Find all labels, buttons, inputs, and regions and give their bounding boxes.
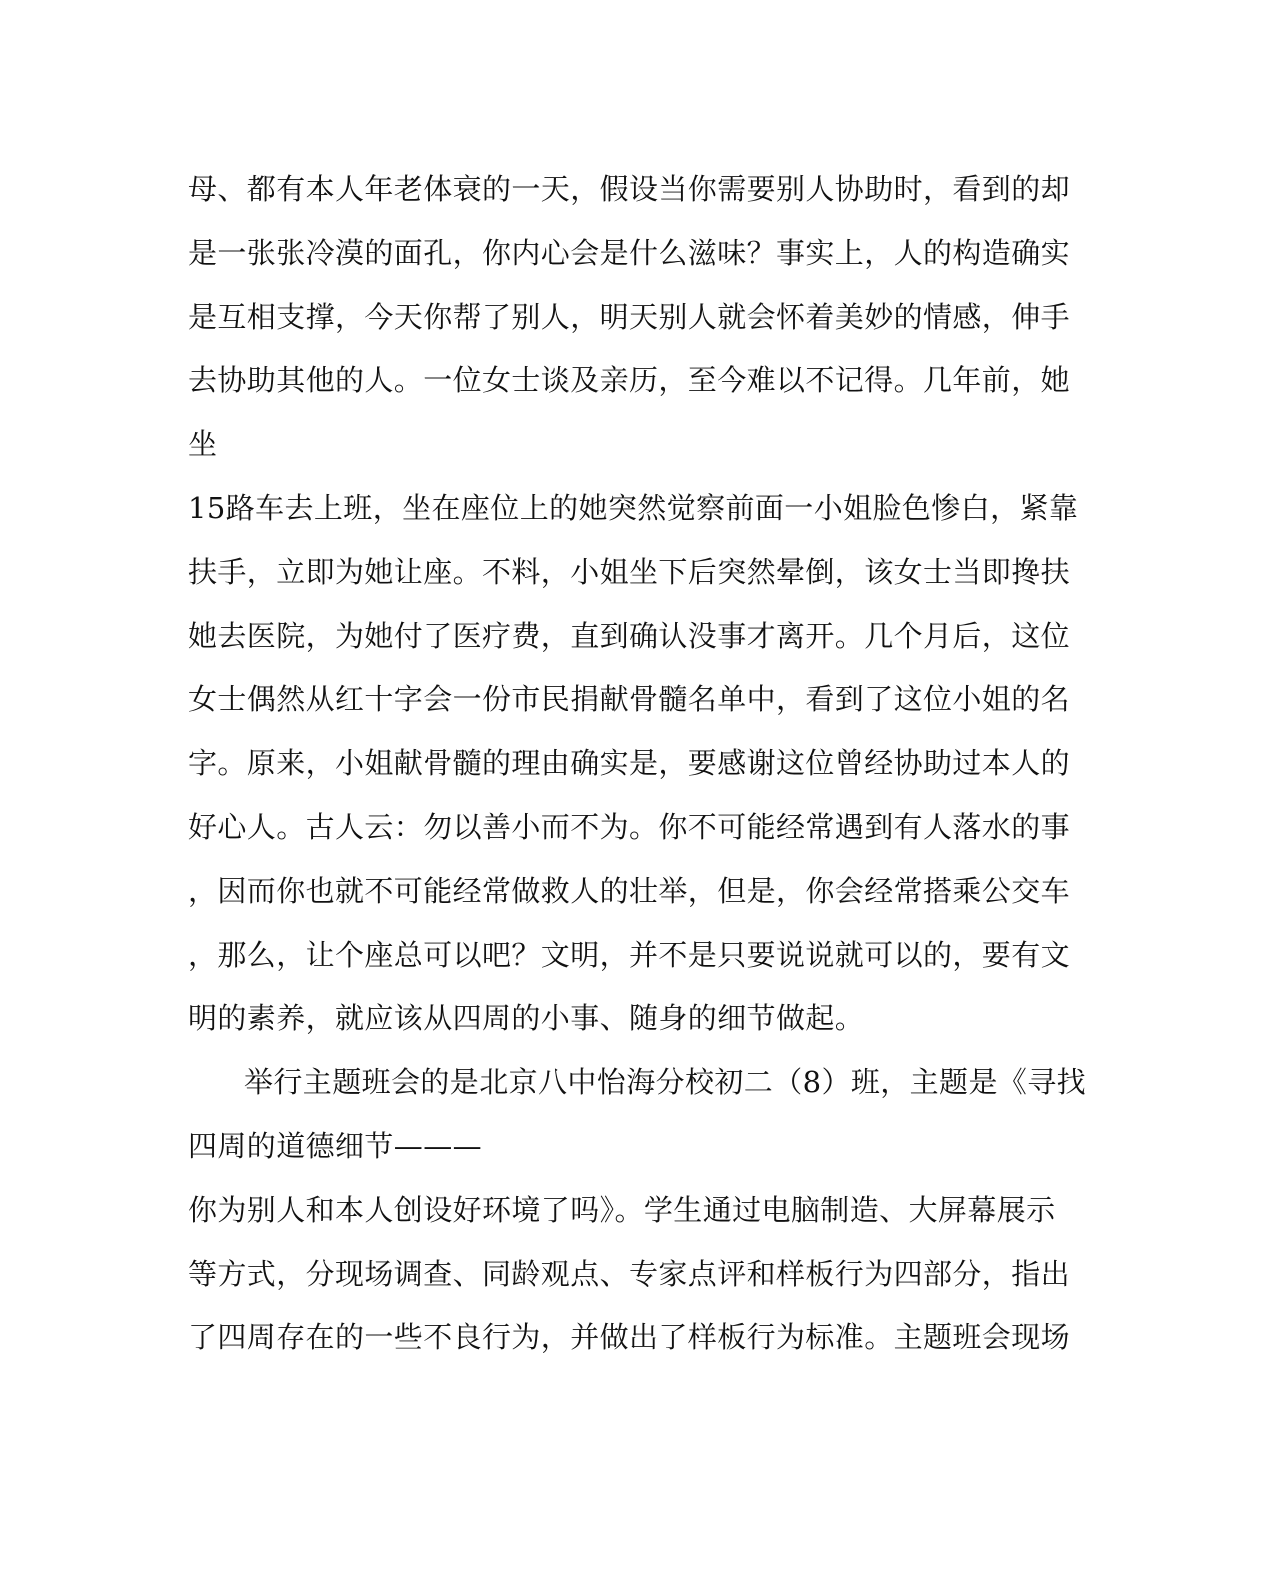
text-line: 字。原来，小姐献骨髓的理由确实是，要感谢这位曾经协助过本人的: [188, 746, 1071, 781]
text-line: 等方式，分现场调查、同龄观点、专家点评和样板行为四部分，指出: [188, 1256, 1071, 1291]
text-line: 她去医院，为她付了医疗费，直到确认没事才离开。几个月后，这位: [188, 618, 1071, 653]
text-line: 母、都有本人年老体衰的一天，假设当你需要别人协助时，看到的却: [188, 172, 1071, 206]
text-line: 四周的道德细节———: [188, 1128, 483, 1163]
text-line: 明的素养，就应该从四周的小事、随身的细节做起。: [188, 1001, 865, 1036]
text-line: 女士偶然从红十字会一份市民捐献骨髓名单中，看到了这位小姐的名: [188, 682, 1071, 717]
text-line: 是互相支撑，今天你帮了别人，明天别人就会怀着美妙的情感，伸手: [188, 299, 1071, 334]
text-line: 扶手，立即为她让座。不料，小姐坐下后突然晕倒，该女士当即搀扶: [188, 554, 1071, 589]
text-line: 坐: [188, 427, 218, 462]
text-line: 是一张张冷漠的面孔，你内心会是什么滋味？事实上，人的构造确实: [188, 235, 1071, 270]
paragraph-start-line: 举行主题班会的是北京八中怡海分校初二（8）班，主题是《寻找: [244, 1065, 1087, 1100]
body-text: [188, 158, 1088, 1370]
text-line: ，因而你也就不可能经常做救人的壮举，但是，你会经常搭乘公交车: [188, 873, 1071, 908]
text-line: 你为别人和本人创设好环境了吗》。学生通过电脑制造、大屏幕展示: [188, 1192, 1056, 1227]
text-line: 了四周存在的一些不良行为，并做出了样板行为标准。主题班会现场: [188, 1320, 1071, 1355]
text-line: 好心人。古人云：勿以善小而不为。你不可能经常遇到有人落水的事: [188, 809, 1071, 844]
text-line: 15路车去上班，坐在座位上的她突然觉察前面一小姐脸色惨白，紧靠: [188, 490, 1079, 525]
text-line: ，那么，让个座总可以吧？文明，并不是只要说说就可以的，要有文: [188, 937, 1071, 972]
text-line: 去协助其他的人。一位女士谈及亲历，至今难以不记得。几年前，她: [188, 363, 1071, 398]
